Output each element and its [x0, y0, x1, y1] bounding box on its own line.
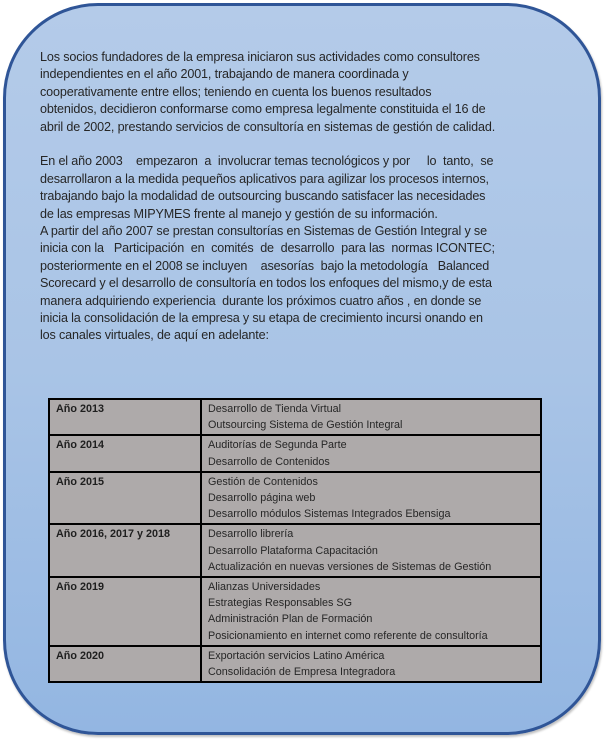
table-row	[49, 646, 541, 682]
text-line: Scorecard y el desarrollo de consultoría en todos los enfoques del mismo,y de esta	[40, 276, 492, 291]
table-row	[49, 399, 541, 435]
paragraph-founding	[40, 49, 580, 136]
item-text: Auditorías de Segunda Parte	[208, 439, 347, 452]
text-line: independientes en el año 2001, trabajando de manera coordinada y	[40, 67, 409, 82]
table-row	[49, 472, 541, 525]
year-cell: Año 2015	[49, 472, 201, 525]
paragraph-history	[40, 153, 580, 344]
item-text: Administración Plan de Formación	[208, 613, 373, 626]
item-text: Consolidación de Empresa Integradora	[208, 666, 396, 679]
items-cell	[201, 399, 541, 435]
items-cell	[201, 472, 541, 525]
item-text: Desarrollo página web	[208, 492, 316, 505]
year-cell: Año 2020	[49, 646, 201, 682]
item-text: Desarrollo librería	[208, 528, 294, 541]
text-line: los canales virtuales, de aquí en adelante:	[40, 328, 269, 343]
text-line: En el año 2003 empezaron a involucrar temas tecnológicos y por lo tanto, se	[40, 154, 494, 169]
text-line: trabajando bajo la modalidad de outsourcing buscando satisfacer las necesidades	[40, 189, 486, 204]
timeline-table	[48, 398, 542, 683]
text-line: desarrollaron a la medida pequeños aplicativos para agilizar los procesos internos,	[40, 171, 489, 186]
item-text: Outsourcing Sistema de Gestión Integral	[208, 419, 403, 432]
item-text: Desarrollo de Contenidos	[208, 455, 330, 468]
text-line: cooperativamente entre ellos; teniendo en cuenta los buenos resultados	[40, 84, 432, 99]
item-text: Estrategias Responsables SG	[208, 597, 353, 610]
paragraph-spacer	[40, 136, 580, 153]
item-text: Desarrollo módulos Sistemas Integrados Ebensiga	[208, 508, 451, 521]
year-cell: Año 2014	[49, 435, 201, 471]
year-cell: Año 2019	[49, 577, 201, 646]
year-cell: Año 2016, 2017 y 2018	[49, 524, 201, 577]
table-row	[49, 524, 541, 577]
text-line: abril de 2002, prestando servicios de consultoría en sistemas de gestión de calidad.	[40, 119, 496, 134]
text-line: Los socios fundadores de la empresa iniciaron sus actividades como consultores	[40, 50, 480, 64]
text-line: inicia con la Participación en comités de desarrollo para las normas ICONTEC;	[40, 241, 495, 256]
item-text: Gestión de Contenidos	[208, 475, 318, 488]
text-line: A partir del año 2007 se prestan consultorías en Sistemas de Gestión Integral y se	[40, 224, 487, 239]
items-cell	[201, 646, 541, 682]
item-text: Alianzas Universidades	[208, 581, 321, 594]
text-line: manera adquiriendo experiencia durante los próximos cuatro años , en donde se	[40, 293, 482, 308]
item-text: Posicionamiento en internet como referente de consultoría	[208, 629, 488, 642]
text-line: inicia la consolidación de la empresa y su etapa de crecimiento incursi onando en	[40, 311, 483, 326]
text-line: posteriormente en el 2008 se incluyen asesorías bajo la metodología Balanced	[40, 258, 490, 273]
items-cell	[201, 435, 541, 471]
text-line: de las empresas MIPYMES frente al manejo y gestión de su información.	[40, 206, 438, 221]
item-text: Actualización en nuevas versiones de Sistemas de Gestión	[208, 560, 492, 573]
item-text: Desarrollo Plataforma Capacitación	[208, 544, 378, 557]
year-cell: Año 2013	[49, 399, 201, 435]
document-body	[40, 49, 580, 345]
table-row	[49, 577, 541, 646]
items-cell	[201, 524, 541, 577]
text-line: obtenidos, decidieron conformarse como empresa legalmente constituida el 16 de	[40, 102, 486, 117]
table-row	[49, 435, 541, 471]
items-cell	[201, 577, 541, 646]
item-text: Desarrollo de Tienda Virtual	[208, 403, 342, 415]
item-text: Exportación servicios Latino América	[208, 649, 385, 662]
